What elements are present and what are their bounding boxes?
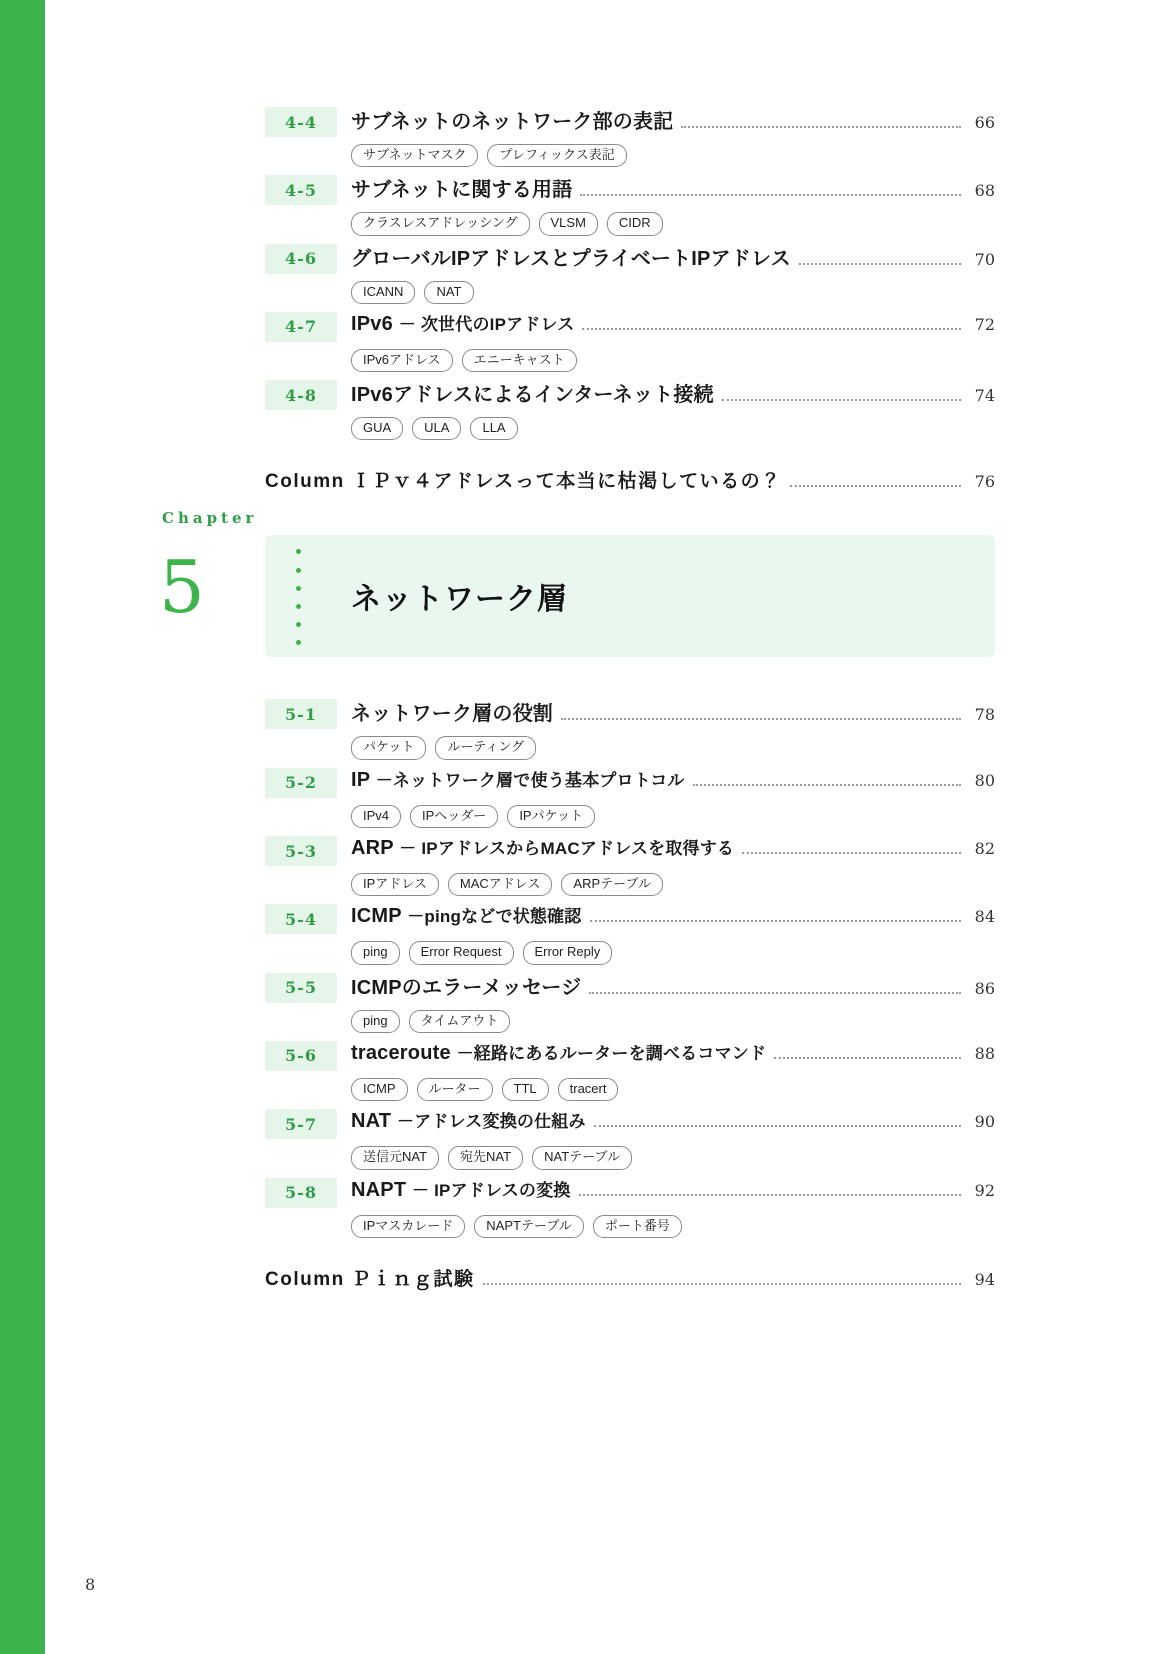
toc-entry[interactable] xyxy=(265,834,995,896)
toc-entry[interactable] xyxy=(265,242,995,304)
keyword-tag: LLA xyxy=(470,417,517,440)
chapter-number: 5 xyxy=(159,545,205,630)
section-page-number: 78 xyxy=(974,705,995,725)
section-title-wrap xyxy=(351,378,995,407)
section-number: 5-7 xyxy=(265,1109,337,1139)
keyword-tag: パケット xyxy=(351,736,426,759)
keyword-tag: ULA xyxy=(412,417,461,440)
section-title-wrap xyxy=(351,766,995,792)
keyword-tag: TTL xyxy=(502,1078,549,1101)
section-number: 4-8 xyxy=(265,380,337,410)
keyword-tag: IPマスカレード xyxy=(351,1215,465,1238)
keyword-tag: IPv4 xyxy=(351,805,401,828)
section-page-number: 74 xyxy=(974,386,995,406)
keyword-tag-list xyxy=(351,873,995,896)
toc-entry-row[interactable] xyxy=(265,378,995,410)
leader-dots xyxy=(589,992,961,994)
section-number: 5-3 xyxy=(265,836,337,866)
toc-content xyxy=(159,105,995,1301)
section-title-sub: －アドレス変換の仕組み xyxy=(397,1112,586,1132)
leader-dots xyxy=(693,784,961,786)
section-page-number: 84 xyxy=(974,907,995,927)
toc-entry[interactable] xyxy=(265,766,995,828)
section-title xyxy=(351,310,574,336)
section-number: 4-5 xyxy=(265,175,337,205)
keyword-tag: VLSM xyxy=(539,212,598,235)
toc-entry-row[interactable] xyxy=(265,1176,995,1208)
keyword-tag: GUA xyxy=(351,417,403,440)
column-entry[interactable] xyxy=(265,466,995,493)
section-number: 5-2 xyxy=(265,768,337,798)
column-entry[interactable] xyxy=(265,1264,995,1291)
keyword-tag-list xyxy=(351,941,995,964)
column-title: Column ＩＰｖ４アドレスって本当に枯渇しているの？ xyxy=(265,471,782,493)
section-title xyxy=(351,834,734,860)
keyword-tag: Error Request xyxy=(409,941,514,964)
toc-entry[interactable] xyxy=(265,971,995,1033)
section-page-number: 92 xyxy=(974,1180,995,1200)
keyword-tag-list xyxy=(351,1010,995,1033)
section-title-wrap xyxy=(351,834,995,860)
toc-group-chapter4 xyxy=(265,105,995,493)
toc-entry[interactable] xyxy=(265,1176,995,1238)
toc-entry-row[interactable] xyxy=(265,1039,995,1071)
section-page-number: 70 xyxy=(974,249,995,269)
leader-dots xyxy=(590,920,962,922)
keyword-tag: ルーティング xyxy=(435,736,536,759)
keyword-tag-list xyxy=(351,144,995,167)
keyword-tag: MACアドレス xyxy=(448,873,553,896)
chapter-banner xyxy=(265,535,995,657)
section-title-main: IPv6 xyxy=(351,312,393,335)
leader-dots xyxy=(799,263,961,265)
section-title-wrap xyxy=(351,1039,995,1065)
section-number: 5-5 xyxy=(265,973,337,1003)
keyword-tag: ping xyxy=(351,1010,400,1033)
section-title-wrap xyxy=(351,1176,995,1202)
page-accent-bar xyxy=(0,0,45,1654)
section-number: 5-8 xyxy=(265,1178,337,1208)
toc-entry-row[interactable] xyxy=(265,834,995,866)
section-title-sub: －pingなどで状態確認 xyxy=(407,907,582,927)
keyword-tag: IPアドレス xyxy=(351,873,439,896)
keyword-tag: ping xyxy=(351,941,400,964)
chapter-name: ネットワーク層 xyxy=(351,583,568,617)
toc-entry-row[interactable] xyxy=(265,242,995,274)
keyword-tag: Error Reply xyxy=(523,941,613,964)
keyword-tag: IPヘッダー xyxy=(410,805,498,828)
keyword-tag-list xyxy=(351,349,995,372)
section-number: 5-1 xyxy=(265,699,337,729)
toc-entry[interactable] xyxy=(265,902,995,964)
leader-dots xyxy=(681,126,961,128)
page-folio: 8 xyxy=(85,1575,96,1594)
section-page-number: 86 xyxy=(974,978,995,998)
leader-dots xyxy=(790,485,961,487)
toc-entry-row[interactable] xyxy=(265,1107,995,1139)
keyword-tag: NAPTテーブル xyxy=(474,1215,584,1238)
section-number: 4-4 xyxy=(265,107,337,137)
section-title xyxy=(351,1039,766,1065)
section-number: 4-7 xyxy=(265,312,337,342)
section-title-sub: － 次世代のIPアドレス xyxy=(398,314,575,334)
toc-entry[interactable] xyxy=(265,1107,995,1169)
keyword-tag: ICANN xyxy=(351,281,415,304)
section-page-number: 82 xyxy=(974,839,995,859)
column-title: Column Ｐｉｎｇ試験 xyxy=(265,1268,475,1290)
section-title xyxy=(351,766,685,792)
keyword-tag: IPパケット xyxy=(507,805,595,828)
section-title: グローバルIPアドレスとプライベートIPアドレス xyxy=(351,247,791,270)
section-number: 4-6 xyxy=(265,244,337,274)
leader-dots xyxy=(579,1194,962,1196)
column-page-number: 76 xyxy=(974,472,995,492)
section-title: ICMPのエラーメッセージ xyxy=(351,976,582,999)
keyword-tag: ICMP xyxy=(351,1078,408,1101)
section-page-number: 90 xyxy=(974,1112,995,1132)
keyword-tag: 宛先NAT xyxy=(448,1146,523,1169)
section-page-number: 66 xyxy=(974,113,995,132)
keyword-tag: ARPテーブル xyxy=(561,873,663,896)
section-title-sub: －ネットワーク層で使う基本プロトコル xyxy=(375,770,685,790)
toc-entry[interactable] xyxy=(265,173,995,235)
section-title-main: traceroute xyxy=(351,1041,451,1064)
keyword-tag-list xyxy=(351,1078,995,1101)
keyword-tag: 送信元NAT xyxy=(351,1146,439,1169)
keyword-tag-list xyxy=(351,1146,995,1169)
toc-entry[interactable] xyxy=(265,105,995,167)
keyword-tag: IPv6アドレス xyxy=(351,349,453,372)
toc-entry-row[interactable] xyxy=(265,173,995,205)
toc-entry[interactable] xyxy=(265,378,995,440)
keyword-tag: NAT xyxy=(424,281,473,304)
keyword-tag-list xyxy=(351,417,995,440)
keyword-tag: ポート番号 xyxy=(593,1215,682,1238)
keyword-tag: タイムアウト xyxy=(409,1010,511,1033)
toc-entry[interactable] xyxy=(265,1039,995,1101)
section-title-main: ICMP xyxy=(351,905,402,928)
leader-dots xyxy=(580,194,961,196)
leader-dots xyxy=(722,399,961,401)
keyword-tag: tracert xyxy=(558,1078,619,1101)
section-title-wrap xyxy=(351,242,995,271)
section-number: 5-6 xyxy=(265,1041,337,1071)
leader-dots xyxy=(594,1125,961,1127)
section-title-main: NAT xyxy=(351,1110,392,1133)
keyword-tag: プレフィックス表記 xyxy=(487,144,626,167)
keyword-tag: CIDR xyxy=(607,212,663,235)
section-title xyxy=(351,1176,571,1202)
section-page-number: 72 xyxy=(974,314,995,334)
section-number: 5-4 xyxy=(265,904,337,934)
chapter-heading-block xyxy=(159,509,995,657)
toc-entry-row[interactable] xyxy=(265,902,995,934)
chapter-divider-dots xyxy=(295,549,301,645)
leader-dots xyxy=(742,852,961,854)
section-title-sub: － IPアドレスからMACアドレスを取得する xyxy=(399,839,735,859)
toc-page xyxy=(45,0,1165,1654)
toc-entry[interactable] xyxy=(265,697,995,759)
keyword-tag: サブネットマスク xyxy=(351,144,478,167)
section-title-main: ARP xyxy=(351,837,394,860)
section-page-number: 80 xyxy=(974,770,995,790)
section-title-main: IP xyxy=(351,768,370,791)
toc-entry-row[interactable] xyxy=(265,310,995,342)
keyword-tag-list xyxy=(351,736,995,759)
section-title-wrap xyxy=(351,105,995,134)
section-title: サブネットに関する用語 xyxy=(351,179,573,202)
toc-entry[interactable] xyxy=(265,310,995,372)
section-title: ネットワーク層の役割 xyxy=(351,703,553,726)
keyword-tag: クラスレスアドレッシング xyxy=(351,212,530,235)
section-title xyxy=(351,1107,586,1133)
section-page-number: 88 xyxy=(974,1043,995,1063)
leader-dots xyxy=(582,328,961,330)
section-title-sub: － IPアドレスの変換 xyxy=(412,1180,571,1200)
leader-dots xyxy=(774,1057,961,1059)
column-page-number: 94 xyxy=(974,1269,995,1289)
section-title: サブネットのネットワーク部の表記 xyxy=(351,111,674,133)
leader-dots xyxy=(483,1283,962,1285)
section-title-wrap xyxy=(351,310,995,336)
toc-entry-row[interactable] xyxy=(265,971,995,1003)
leader-dots xyxy=(561,718,961,720)
keyword-tag-list xyxy=(351,212,995,235)
section-title: IPv6アドレスによるインターネット接続 xyxy=(351,384,714,407)
section-title-wrap xyxy=(351,902,995,928)
section-title-wrap xyxy=(351,697,995,726)
toc-entry-row[interactable] xyxy=(265,697,995,729)
keyword-tag-list xyxy=(351,1215,995,1238)
section-page-number: 68 xyxy=(974,181,995,201)
section-title-wrap xyxy=(351,1107,995,1133)
keyword-tag-list xyxy=(351,281,995,304)
section-title-sub: －経路にあるルーターを調べるコマンド xyxy=(456,1043,767,1063)
toc-group-chapter5 xyxy=(265,697,995,1290)
section-title-wrap xyxy=(351,971,995,1000)
keyword-tag: NATテーブル xyxy=(532,1146,632,1169)
toc-entry-row[interactable] xyxy=(265,766,995,798)
keyword-tag-list xyxy=(351,805,995,828)
chapter-label: Chapter xyxy=(162,509,258,528)
section-title xyxy=(351,902,582,928)
section-title-wrap xyxy=(351,173,995,202)
keyword-tag: ルーター xyxy=(417,1078,493,1101)
keyword-tag: エニーキャスト xyxy=(462,349,577,372)
toc-entry-row[interactable] xyxy=(265,105,995,137)
section-title-main: NAPT xyxy=(351,1178,407,1201)
